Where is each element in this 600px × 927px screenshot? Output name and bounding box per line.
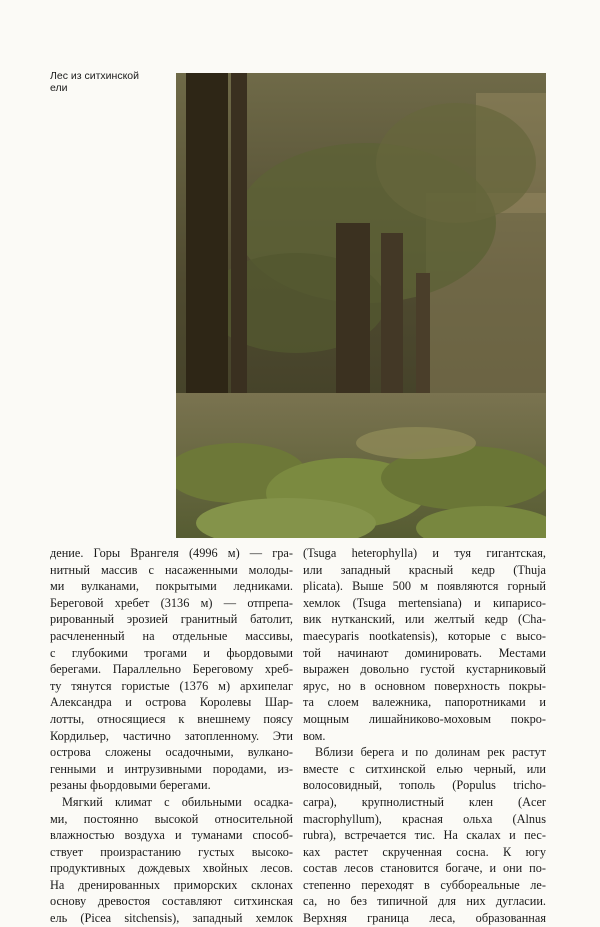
forest-photo	[176, 73, 546, 538]
text-line: острова сложены осадочными, вулкано-	[50, 745, 293, 760]
text-line: ках растет скрученная сосна. К югу	[303, 844, 546, 859]
text-line: (Tsuga heterophylla) и туя гигантская,	[303, 546, 546, 560]
text-line: берегами. Параллельно Береговому хреб-	[50, 662, 293, 677]
text-line: Александра и острова Королевы Шар-	[50, 695, 293, 710]
text-line: ель (Picea sitchensis), западный хемлок	[50, 911, 293, 926]
text-line: выражен довольно густой кустарниковый	[303, 662, 546, 677]
text-line: ствует произрастанию густых высоко-	[50, 844, 293, 859]
text-line: расчлененный на отдельные массивы,	[50, 628, 293, 643]
text-line: степенно переходят в суббореальные ле-	[303, 877, 546, 892]
text-column-right	[303, 545, 546, 927]
text-line: лотты, относящиеся к внешнему поясу	[50, 711, 293, 726]
text-line: той начинают доминировать. Местами	[303, 645, 546, 660]
text-line: рированный эрозией гранитный батолит,	[50, 612, 293, 627]
text-line: rubra), встречается тис. На скалах и пес-	[303, 828, 546, 843]
text-line: plicata). Выше 500 м появляются горный	[303, 579, 546, 594]
text-line: Мягкий климат с обильными осадка-	[62, 794, 293, 809]
text-line: ми, постоянно высокой относительной	[50, 811, 293, 826]
text-line: carpa), крупнолистный клен (Acer	[303, 794, 546, 809]
text-line: с глубокими трогами и фьордовыми	[50, 645, 293, 660]
caption-line: Лес из ситхинской	[50, 70, 139, 82]
text-line: нитный массив с насаженными молоды-	[50, 562, 293, 577]
text-line: ту тянутся гористые (1376 м) архипелаг	[50, 678, 293, 693]
text-line: На дренированных приморских склонах	[50, 877, 293, 892]
photo-caption	[50, 70, 170, 94]
text-line: вом.	[303, 728, 326, 743]
text-line: влажностью воздуха и туманами способ-	[50, 828, 293, 843]
text-line: Береговой хребет (3136 м) — отпрепа-	[50, 595, 293, 610]
text-line: состав лесов становится богаче, и они по-	[303, 861, 546, 876]
text-line: продуктивных дождевых хвойных лесов.	[50, 861, 293, 876]
text-line: волосовидный, тополь (Populus tricho-	[303, 778, 546, 793]
text-line: Кордильер, частично затопленному. Эти	[50, 728, 293, 743]
forest-photo-illustration	[176, 73, 546, 538]
text-line: генными и интрузивными породами, из-	[50, 761, 293, 776]
text-line: или западный красный кедр (Thuja	[303, 562, 546, 577]
text-line: ярус, но в основном поверхность покры-	[303, 678, 546, 693]
text-line: maecyparis nootkatensis), которые с высо-	[303, 628, 546, 643]
text-line: мощным лишайниково-моховым покро-	[303, 711, 546, 726]
text-line: Верхняя граница леса, образованная	[303, 911, 546, 926]
text-line: ми вулканами, покрытыми ледниками.	[50, 579, 293, 594]
text-line: та слоем валежника, папоротниками и	[303, 695, 546, 710]
text-line: дение. Горы Врангеля (4996 м) — гра-	[50, 546, 293, 560]
text-line: са, но без типичной для них дугласии.	[303, 894, 546, 909]
text-line: Вблизи берега и по долинам рек растут	[315, 745, 546, 760]
text-line: резаны фьордовыми берегами.	[50, 778, 211, 793]
text-column-left	[50, 545, 293, 927]
text-line: macrophyllum), красная ольха (Alnus	[303, 811, 546, 826]
text-line: вместе с ситхинской елью черный, или	[303, 761, 546, 776]
text-line: основу древостоя составляют ситхинская	[50, 894, 293, 909]
text-line: хемлок (Tsuga mertensiana) и кипарисо-	[303, 595, 546, 610]
caption-line: ели	[50, 82, 68, 94]
text-line: вик нутканский, или желтый кедр (Cha-	[303, 612, 546, 627]
